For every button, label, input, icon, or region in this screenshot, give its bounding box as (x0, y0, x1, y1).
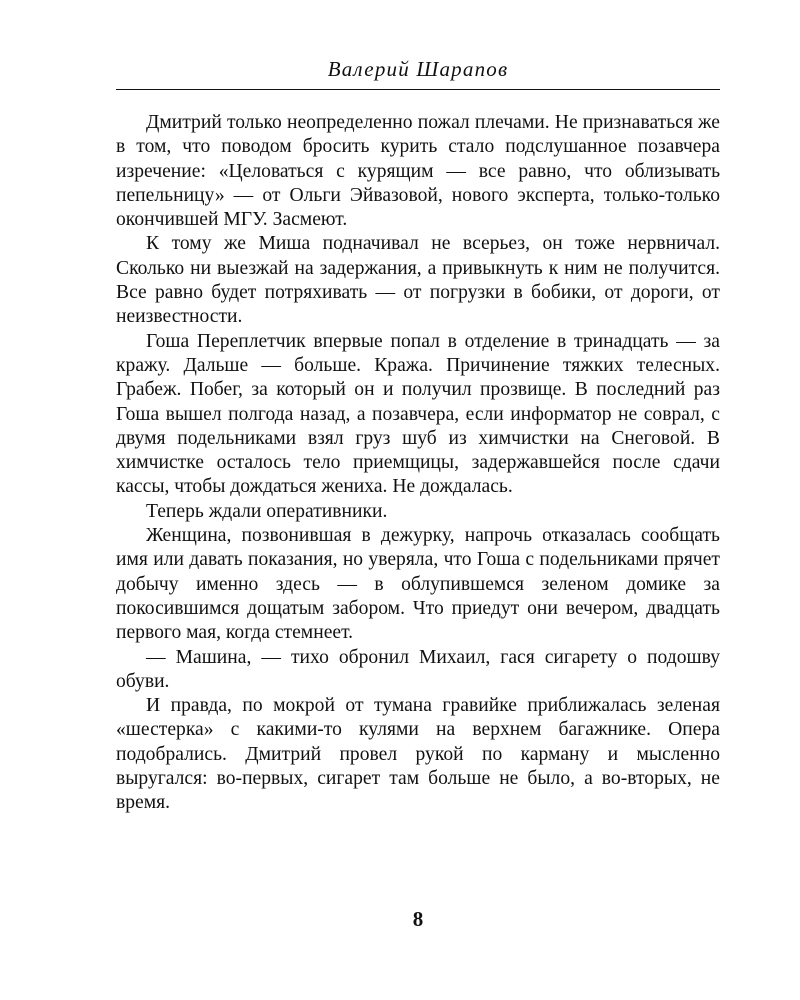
running-head-author: Валерий Шарапов (327, 57, 509, 81)
paragraph: Гоша Переплетчик впервые попал в отделение в тринадцать — за кражу. Дальше — больше. Кража. Причинение тяжких телесных. Грабеж. Побег, за который он и получил прозвище. В последний раз Гоша вышел полгода назад, а позавчера, если информатор не соврал, с двумя подельниками взял груз шуб из химчистки на Снеговой. В химчистке осталось тело приемщицы, задержавшейся после сдачи кассы, чтобы дождаться жениха. Не дождалась. (116, 330, 720, 498)
paragraph: Женщина, позвонившая в дежурку, напрочь отказалась сообщать имя или давать показания, но уверяла, что Гоша с подельниками прячет добычу именно здесь — в облупившемся зеленом домике за покосившимся дощатым забором. Что приедут они вечером, двадцать первого мая, когда стемнеет. (116, 525, 720, 644)
paragraph: И правда, по мокрой от тумана гравийке приближалась зеленая «шестерка» с какими-то кулями на верхнем багажнике. Опера подобрались. Дмитрий провел рукой по карману и мысленно выругался: во-первых, сигарет там больше не было, а во-вторых, не время. (116, 695, 720, 814)
paragraph: Теперь ждали оперативники. (146, 500, 388, 522)
header-rule (116, 89, 720, 90)
paragraph: Дмитрий только неопределенно пожал плечами. Не признаваться же в том, что поводом бросить курить стало подслушанное позавчера изречение: «Целоваться с курящим — все равно, что облизывать пепельницу» — от Ольги Эйвазовой, нового эксперта, только-только окончившей МГУ. Засмеют. (116, 112, 720, 231)
page-number: 8 (412, 907, 424, 931)
paragraph: К тому же Миша подначивал не всерьез, он тоже нервничал. Сколько ни выезжай на задержания, а привыкнуть к ним не получится. Все равно будет потряхивать — от погрузки в бобики, от дороги, от неизвестности. (116, 233, 720, 328)
body-text (116, 111, 720, 816)
paragraph: — Машина, — тихо обронил Михаил, гася сигарету о подошву обуви. (116, 646, 720, 692)
